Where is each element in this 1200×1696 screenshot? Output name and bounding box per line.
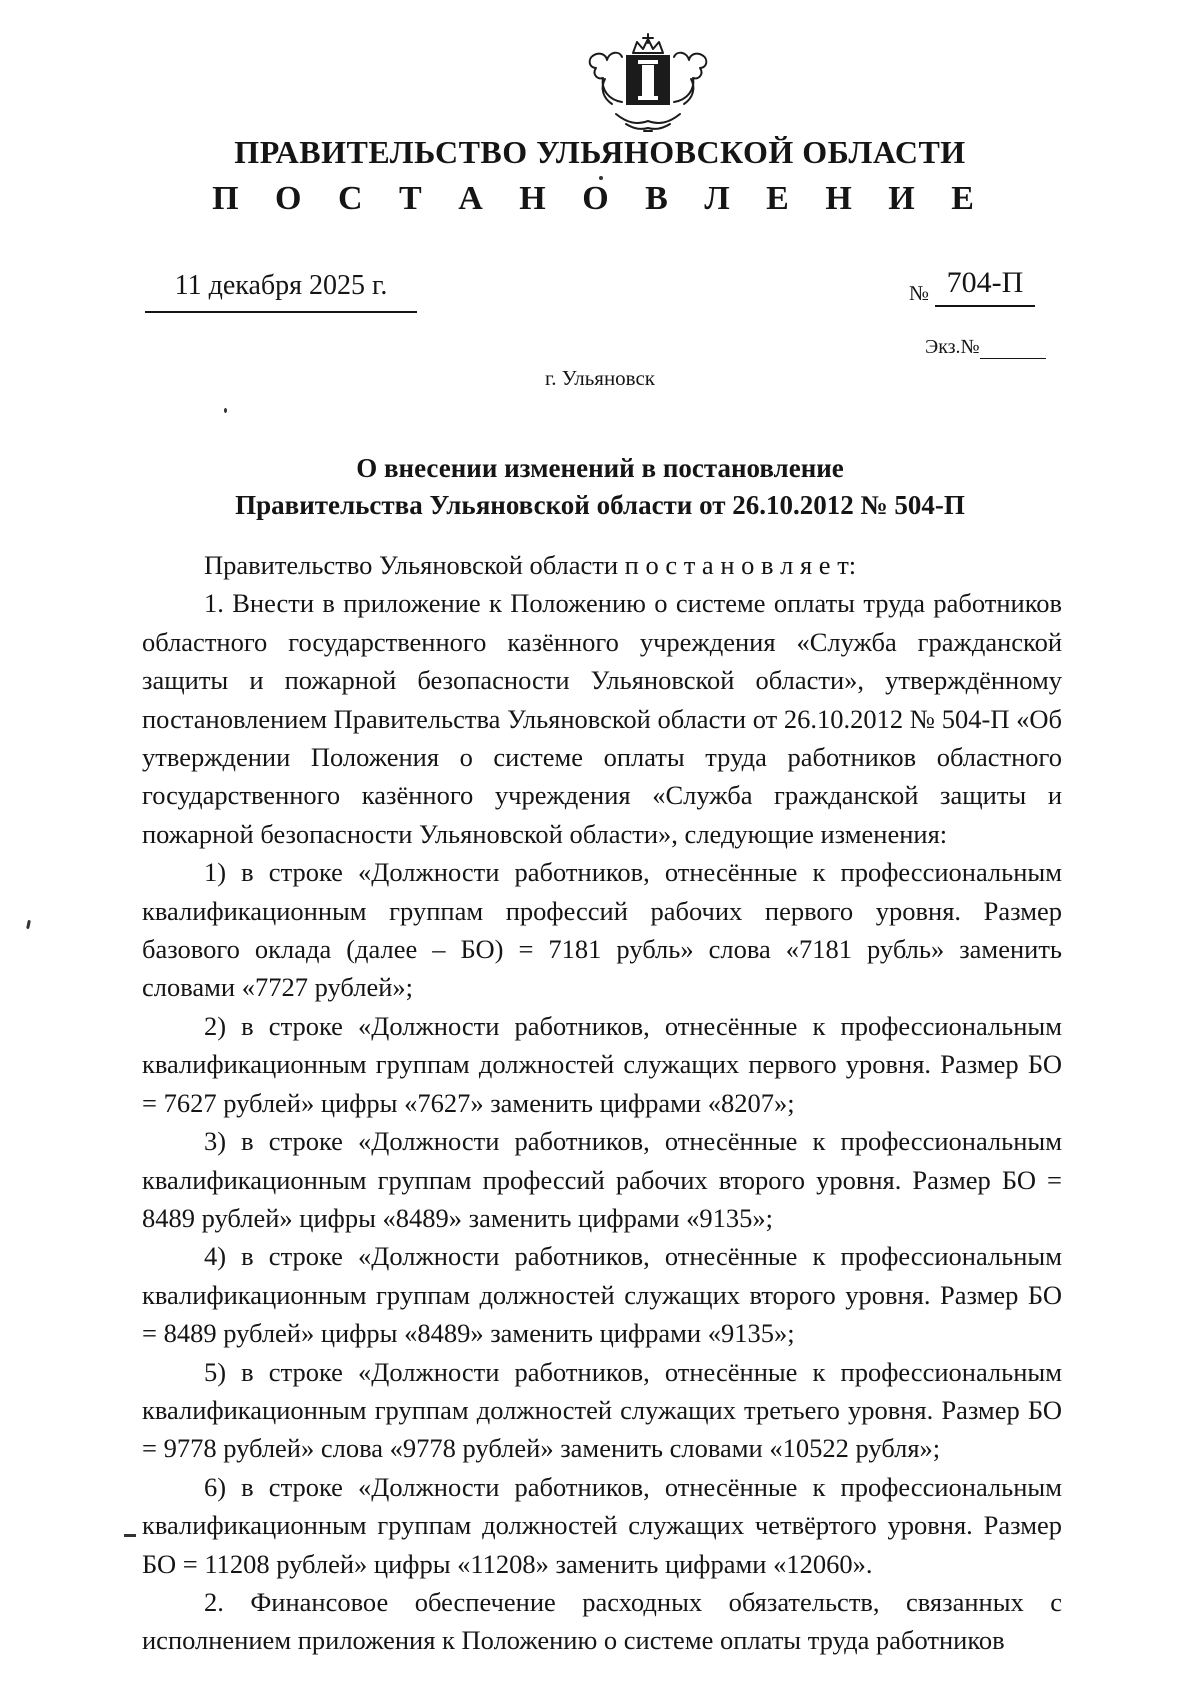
- document-title-line2: Правительства Ульяновской области от 26.10.2012 № 504-П: [235, 490, 965, 520]
- body-paragraph: 2) в строке «Должности работников, отнесённые к профессиональным квалификационным группам должностей служащих первого уровня. Размер БО = 7627 рублей» цифры «7627» заменить цифрами «8207»;: [142, 1010, 1062, 1118]
- body-paragraph: 3) в строке «Должности работников, отнесённые к профессиональным квалификационным группам профессий рабочих второго уровня. Размер БО = 8489 рублей» цифры «8489» заменить цифрами «9135»;: [142, 1126, 1062, 1233]
- document-number-block: [909, 266, 1035, 307]
- coat-of-arms-icon: [548, 32, 748, 136]
- body-paragraph: 2. Финансовое обеспечение расходных обязательств, связанных с исполнением приложения к Положению о системе оплаты труда работников: [142, 1586, 1062, 1656]
- document-title: [120, 450, 1080, 524]
- copy-number-label: Экз.№: [925, 336, 980, 358]
- document-number: 704-П: [946, 266, 1024, 299]
- document-date: 11 декабря 2025 г.: [145, 270, 417, 313]
- scan-artifact-mark: [26, 920, 31, 929]
- document-title-line1: О внесении изменений в постановление: [356, 453, 844, 483]
- document-body: [142, 546, 1062, 1660]
- body-paragraph: 1. Внести в приложение к Положению о системе оплаты труда работников областного государственного казённого учреждения «Служба гражданской защиты и пожарной безопасности Ульяновской области», утверждённому постановлением Правительства Ульяновской области от 26.10.2012 № 504-П «Об утверждении Положения о системе оплаты труда работников областного государственного казённого учреждения «Служба гражданской защиты и пожарной безопасности Ульяновской области», следующие изменения:: [142, 588, 1062, 849]
- document-city: г. Ульяновск: [544, 366, 655, 390]
- number-sign-label: №: [909, 281, 930, 305]
- body-paragraph: 5) в строке «Должности работников, отнесённые к профессиональным квалификационным группам должностей служащих третьего уровня. Размер БО = 9778 рублей» слова «9778 рублей» заменить словами «10522 рубля»;: [142, 1356, 1062, 1464]
- copy-number-blank-line: [980, 336, 1046, 359]
- body-paragraph: 6) в строке «Должности работников, отнесённые к профессиональным квалификационным группам должностей служащих четвёртого уровня. Размер БО = 11208 рублей» цифры «11208» заменить цифрами «12060».: [142, 1471, 1062, 1579]
- document-type-title: П О С Т А Н О В Л Е Н И Е: [212, 180, 988, 217]
- body-paragraph: Правительство Ульяновской области п о с т а н о в л я е т:: [204, 550, 857, 580]
- body-paragraph: 1) в строке «Должности работников, отнесённые к профессиональным квалификационным группам профессий рабочих первого уровня. Размер базового оклада (далее – БО) = 7181 рубль» слова «7181 рубль» заменить словами «7727 рублей»;: [142, 857, 1062, 1003]
- body-paragraph: 4) в строке «Должности работников, отнесённые к профессиональным квалификационным группам должностей служащих второго уровня. Размер БО = 8489 рублей» цифры «8489» заменить цифрами «9135»;: [142, 1241, 1062, 1349]
- scan-artifact-dot: [599, 176, 603, 180]
- scan-artifact-dash: [124, 1534, 136, 1537]
- org-name: ПРАВИТЕЛЬСТВО УЛЬЯНОВСКОЙ ОБЛАСТИ: [234, 134, 966, 170]
- copy-number-block: [925, 336, 1046, 359]
- scan-artifact-dot: [224, 408, 227, 413]
